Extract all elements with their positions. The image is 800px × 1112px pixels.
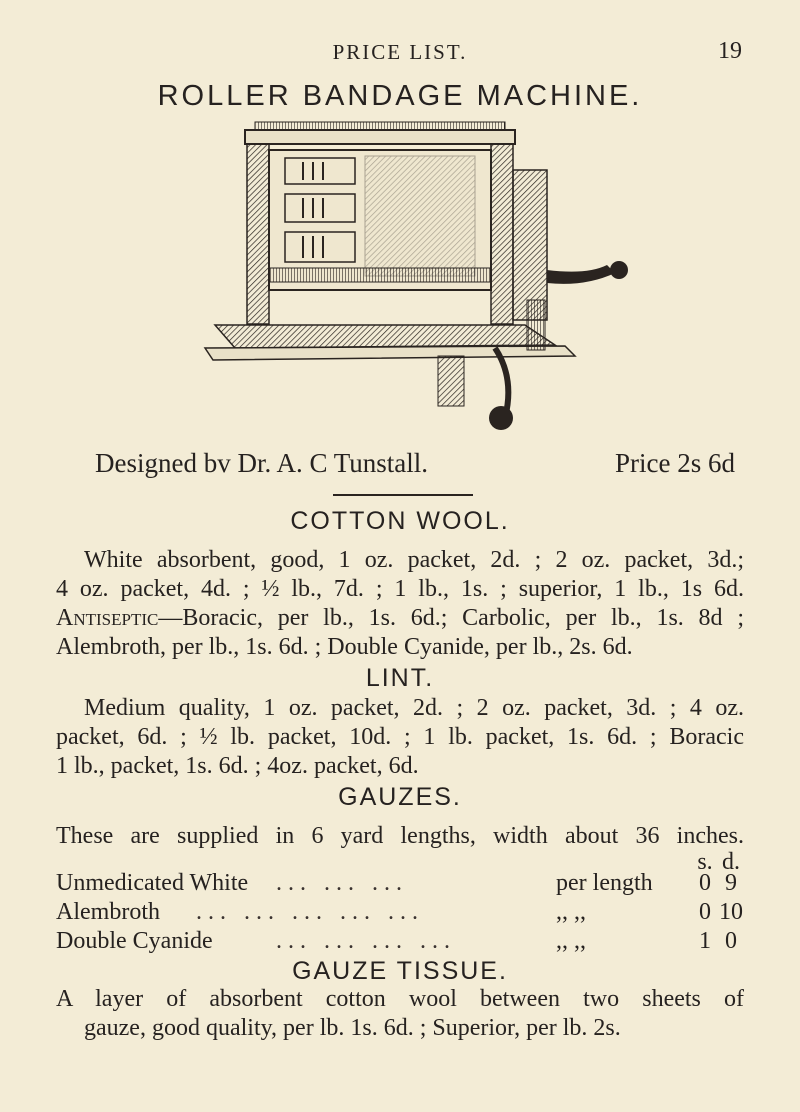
antiseptic-label: Antiseptic bbox=[56, 605, 159, 631]
gauze-shillings: 1 bbox=[699, 928, 711, 954]
text-line: Medium quality, 1 oz. packet, 2d. ; 2 oz. packet, 3d. ; 4 oz. bbox=[84, 695, 744, 721]
running-head bbox=[0, 40, 800, 70]
gauze-tissue-paragraph bbox=[56, 985, 744, 1043]
antiseptic-text: —Boracic, per lb., 1s. 6d.; Carbolic, per lb., 1s. 8d ; bbox=[158, 605, 744, 631]
text-line: A layer of absorbent cotton wool between two sheets of bbox=[56, 986, 744, 1012]
pence-column-header: d. bbox=[722, 849, 740, 875]
designer-credit: Designed bv Dr. A. C Tunstall. bbox=[95, 448, 429, 478]
table-row bbox=[56, 870, 746, 899]
gauze-name: Alembroth bbox=[56, 899, 160, 925]
leader-dots: ... ... ... ... ... bbox=[196, 899, 424, 925]
roller-bandage-machine-illustration bbox=[195, 120, 645, 440]
machine-caption bbox=[95, 448, 735, 488]
lint-heading: LINT. bbox=[365, 664, 435, 692]
text-line: gauze, good quality, per lb. 1s. 6d. ; Superior, per lb. 2s. bbox=[84, 1015, 621, 1041]
gauze-pence: 0 bbox=[725, 928, 737, 954]
table-row bbox=[56, 928, 746, 957]
gauze-pence: 10 bbox=[719, 899, 743, 925]
text-line bbox=[56, 604, 744, 633]
machine-title: ROLLER BANDAGE MACHINE. bbox=[157, 80, 643, 112]
gauze-shillings: 0 bbox=[699, 899, 711, 925]
text-line: packet, 6d. ; ½ lb. packet, 10d. ; 1 lb. packet, 1s. 6d. ; Boracic bbox=[56, 724, 744, 750]
leader-dots: ... ... ... ... bbox=[276, 928, 456, 954]
gauze-tissue-heading: GAUZE TISSUE. bbox=[292, 957, 508, 985]
text-line: 4 oz. packet, 4d. ; ½ lb., 7d. ; 1 lb., 1s. ; superior, 1 lb., 1s 6d. bbox=[56, 576, 744, 602]
text-line: These are supplied in 6 yard lengths, width about 36 inches. bbox=[56, 823, 744, 849]
running-title: PRICE LIST. bbox=[332, 40, 468, 64]
section-divider bbox=[333, 494, 473, 496]
text-line: White absorbent, good, 1 oz. packet, 2d. ; 2 oz. packet, 3d.; bbox=[84, 547, 744, 573]
gauze-unit: per length bbox=[556, 870, 653, 896]
gauzes-heading: GAUZES. bbox=[338, 783, 462, 811]
leader-dots: ... ... ... bbox=[276, 870, 408, 896]
machine-price: Price 2s 6d bbox=[615, 448, 735, 478]
gauze-name: Unmedicated White bbox=[56, 870, 249, 896]
gauze-unit: ,, ,, bbox=[556, 928, 586, 954]
shillings-column-header: s. bbox=[697, 849, 713, 875]
text-line: Alembroth, per lb., 1s. 6d. ; Double Cyanide, per lb., 2s. 6d. bbox=[56, 634, 633, 660]
cotton-wool-paragraph bbox=[56, 546, 744, 662]
lint-paragraph bbox=[56, 694, 744, 781]
gauzes-intro bbox=[56, 822, 744, 851]
gauze-pence: 9 bbox=[725, 870, 737, 896]
table-row bbox=[56, 899, 746, 928]
gauze-unit: ,, ,, bbox=[556, 899, 586, 925]
page-number: 19 bbox=[718, 38, 742, 64]
text-line: 1 lb., packet, 1s. 6d. ; 4oz. packet, 6d. bbox=[56, 753, 419, 779]
cotton-wool-heading: COTTON WOOL. bbox=[290, 507, 510, 535]
gauze-shillings: 0 bbox=[699, 870, 711, 896]
gauze-name: Double Cyanide bbox=[56, 928, 213, 954]
